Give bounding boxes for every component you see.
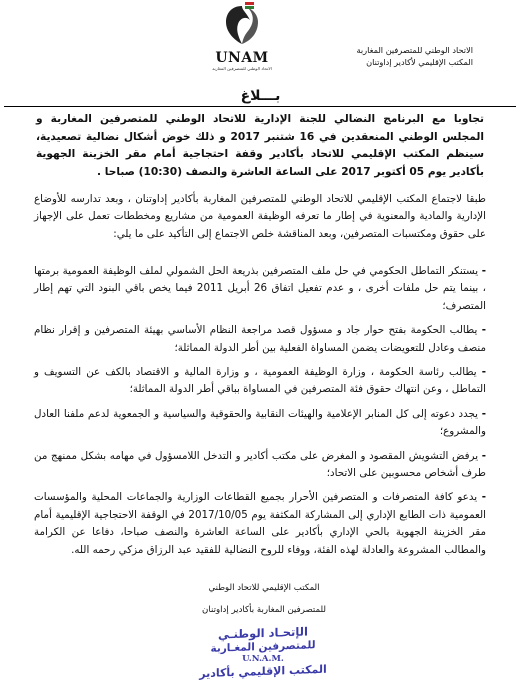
item-text: يطالب الحكومة بفتح حوار جاد و مسؤول قصد مراجعة النظام الأساسي بهيئة المتصرفين و إقرار نظام منصف وعادل للتعويضات يضمن المساواة الفعلية بين أطر الدولة المماثلة؛: [34, 324, 486, 354]
org-office: المكتب الإقليمي لأكادير إداوتنان: [366, 57, 473, 67]
logo-text: UNAM: [215, 50, 269, 66]
item-text: يجدد دعوته إلى كل المنابر الإعلامية والهيئات النقابية والحقوقية والسياسية و الجمعوية لدعم ملفنا العادل والمشروع؛: [34, 407, 486, 438]
organization-header: [313, 44, 473, 68]
intro-paragraph: تجاوبا مع البرنامج النضالي للجنة الإدارية للاتحاد الوطني للمتصرفين المغاربة و المجلس الوطني المنعقدين في 16 شتنبر 2017 و ذلك خوض أشكال نضالية تصعيدية، سينظم المكتب الإقليمي للاتحاد بأكادير وقفة احتجاجية أمام مقر الخزينة الجهوية بأكادير يوم 05 أكتوبر 2017 على الساعة العاشرة والنصف (10:30) صباحا .: [36, 113, 484, 178]
item-text: يدعو كافة المتصرفات و المتصرفين الأحرار بجميع القطاعات الوزارية والجماعات المحلية والمؤسسات العمومية ذات الطابع الإداري إلى المشاركة المكثفة يوم 2017/10/05 في الوقفة الاحتجاجية الإقليمية أمام مقر الخزينة الجهوية بالحي الإداري بأكادير على الساعة العاشرة والنصف صباحا، دفاعا عن الكرامة والمطالب المشروعة والعادلة لهذه الفئة، ووفاء للروح النضالية للفقيد عبد الرزاق مزكي رحمه الله.: [34, 491, 486, 556]
stamp-line-1: الإتحـاد الوطنـي: [218, 624, 308, 642]
item-dash: -: [481, 449, 486, 462]
list-item: [34, 263, 486, 315]
list-item: [34, 406, 486, 441]
body-paragraph: طبقا لاجتماع المكتب الإقليمي للاتحاد الوطني للمتصرفين المغاربة بأكادير إداوتنان ، وبعد تدارسه للأوضاع الإدارية والمادية والمعنوية في إطار ما تعرفه الوظيفة العمومية من مشاريع ومخططات تعمل على الإجهاز على حقوق ومكتسبات المتصرفين، وبعد المناقشة خلص الاجتماع إلى التأكيد على ما يلي:: [34, 193, 486, 240]
item-text: يطالب رئاسة الحكومة ، وزارة الوظيفة العمومية ، و وزارة المالية و الاقتصاد بالكف عن التسويف و التماطل ، وعن انتهاك حقوق فئة المتصرفين في المساواة بباقي أطر الدولة المماثلة؛: [34, 366, 486, 396]
resolution-list: [34, 263, 486, 559]
stamp-line-4: المكتب الإقليمي بأكادير: [199, 662, 327, 681]
list-item: [34, 322, 486, 357]
title-divider: [4, 106, 516, 107]
stamp-line-3: U.N.A.M.: [242, 654, 284, 664]
logo-subtext: الاتحاد الوطني للمتصرفين المغاربة: [212, 66, 272, 71]
list-item: [34, 448, 486, 483]
signature-block: [200, 577, 328, 621]
list-item: [34, 364, 486, 399]
item-text: يرفض التشويش المقصود و المغرض على مكتب أكادير و التدخل اللامسؤول في مهامه بشكل ممنهج من طرف أشخاص محسوبين على الاتحاد؛: [34, 449, 486, 480]
official-stamp: [188, 626, 338, 692]
org-name: الاتحاد الوطني للمتصرفين المغاربة: [356, 45, 473, 55]
item-dash: -: [481, 324, 487, 337]
signature-line-2: للمتصرفين المغاربة بأكادير إداوتنان: [202, 605, 326, 615]
item-dash: -: [481, 265, 486, 277]
stamp-line-2: للمتصرفين المغـاربة: [210, 639, 316, 655]
item-text: يستنكر التماطل الحكومي في حل ملف المتصرفين بذريعة الحل الشمولي لملف الوظيفة العمومية برمتها ، بينما يتم حل ملفات أخرى ، و عدم تفعيل اتفاق 26 أبريل 2011 فيما يخص باقي البنود التي تهم إطار المتصرف؛: [34, 265, 486, 312]
signature-line-1: المكتب الإقليمي للاتحاد الوطني: [208, 583, 320, 593]
list-item: [34, 489, 486, 559]
logo-emblem-icon: [198, 0, 286, 50]
item-dash: -: [481, 366, 486, 379]
item-dash: -: [481, 407, 486, 420]
document-title: بـــلاغ: [240, 88, 281, 104]
item-dash: -: [481, 491, 486, 504]
unam-logo: [198, 0, 286, 84]
